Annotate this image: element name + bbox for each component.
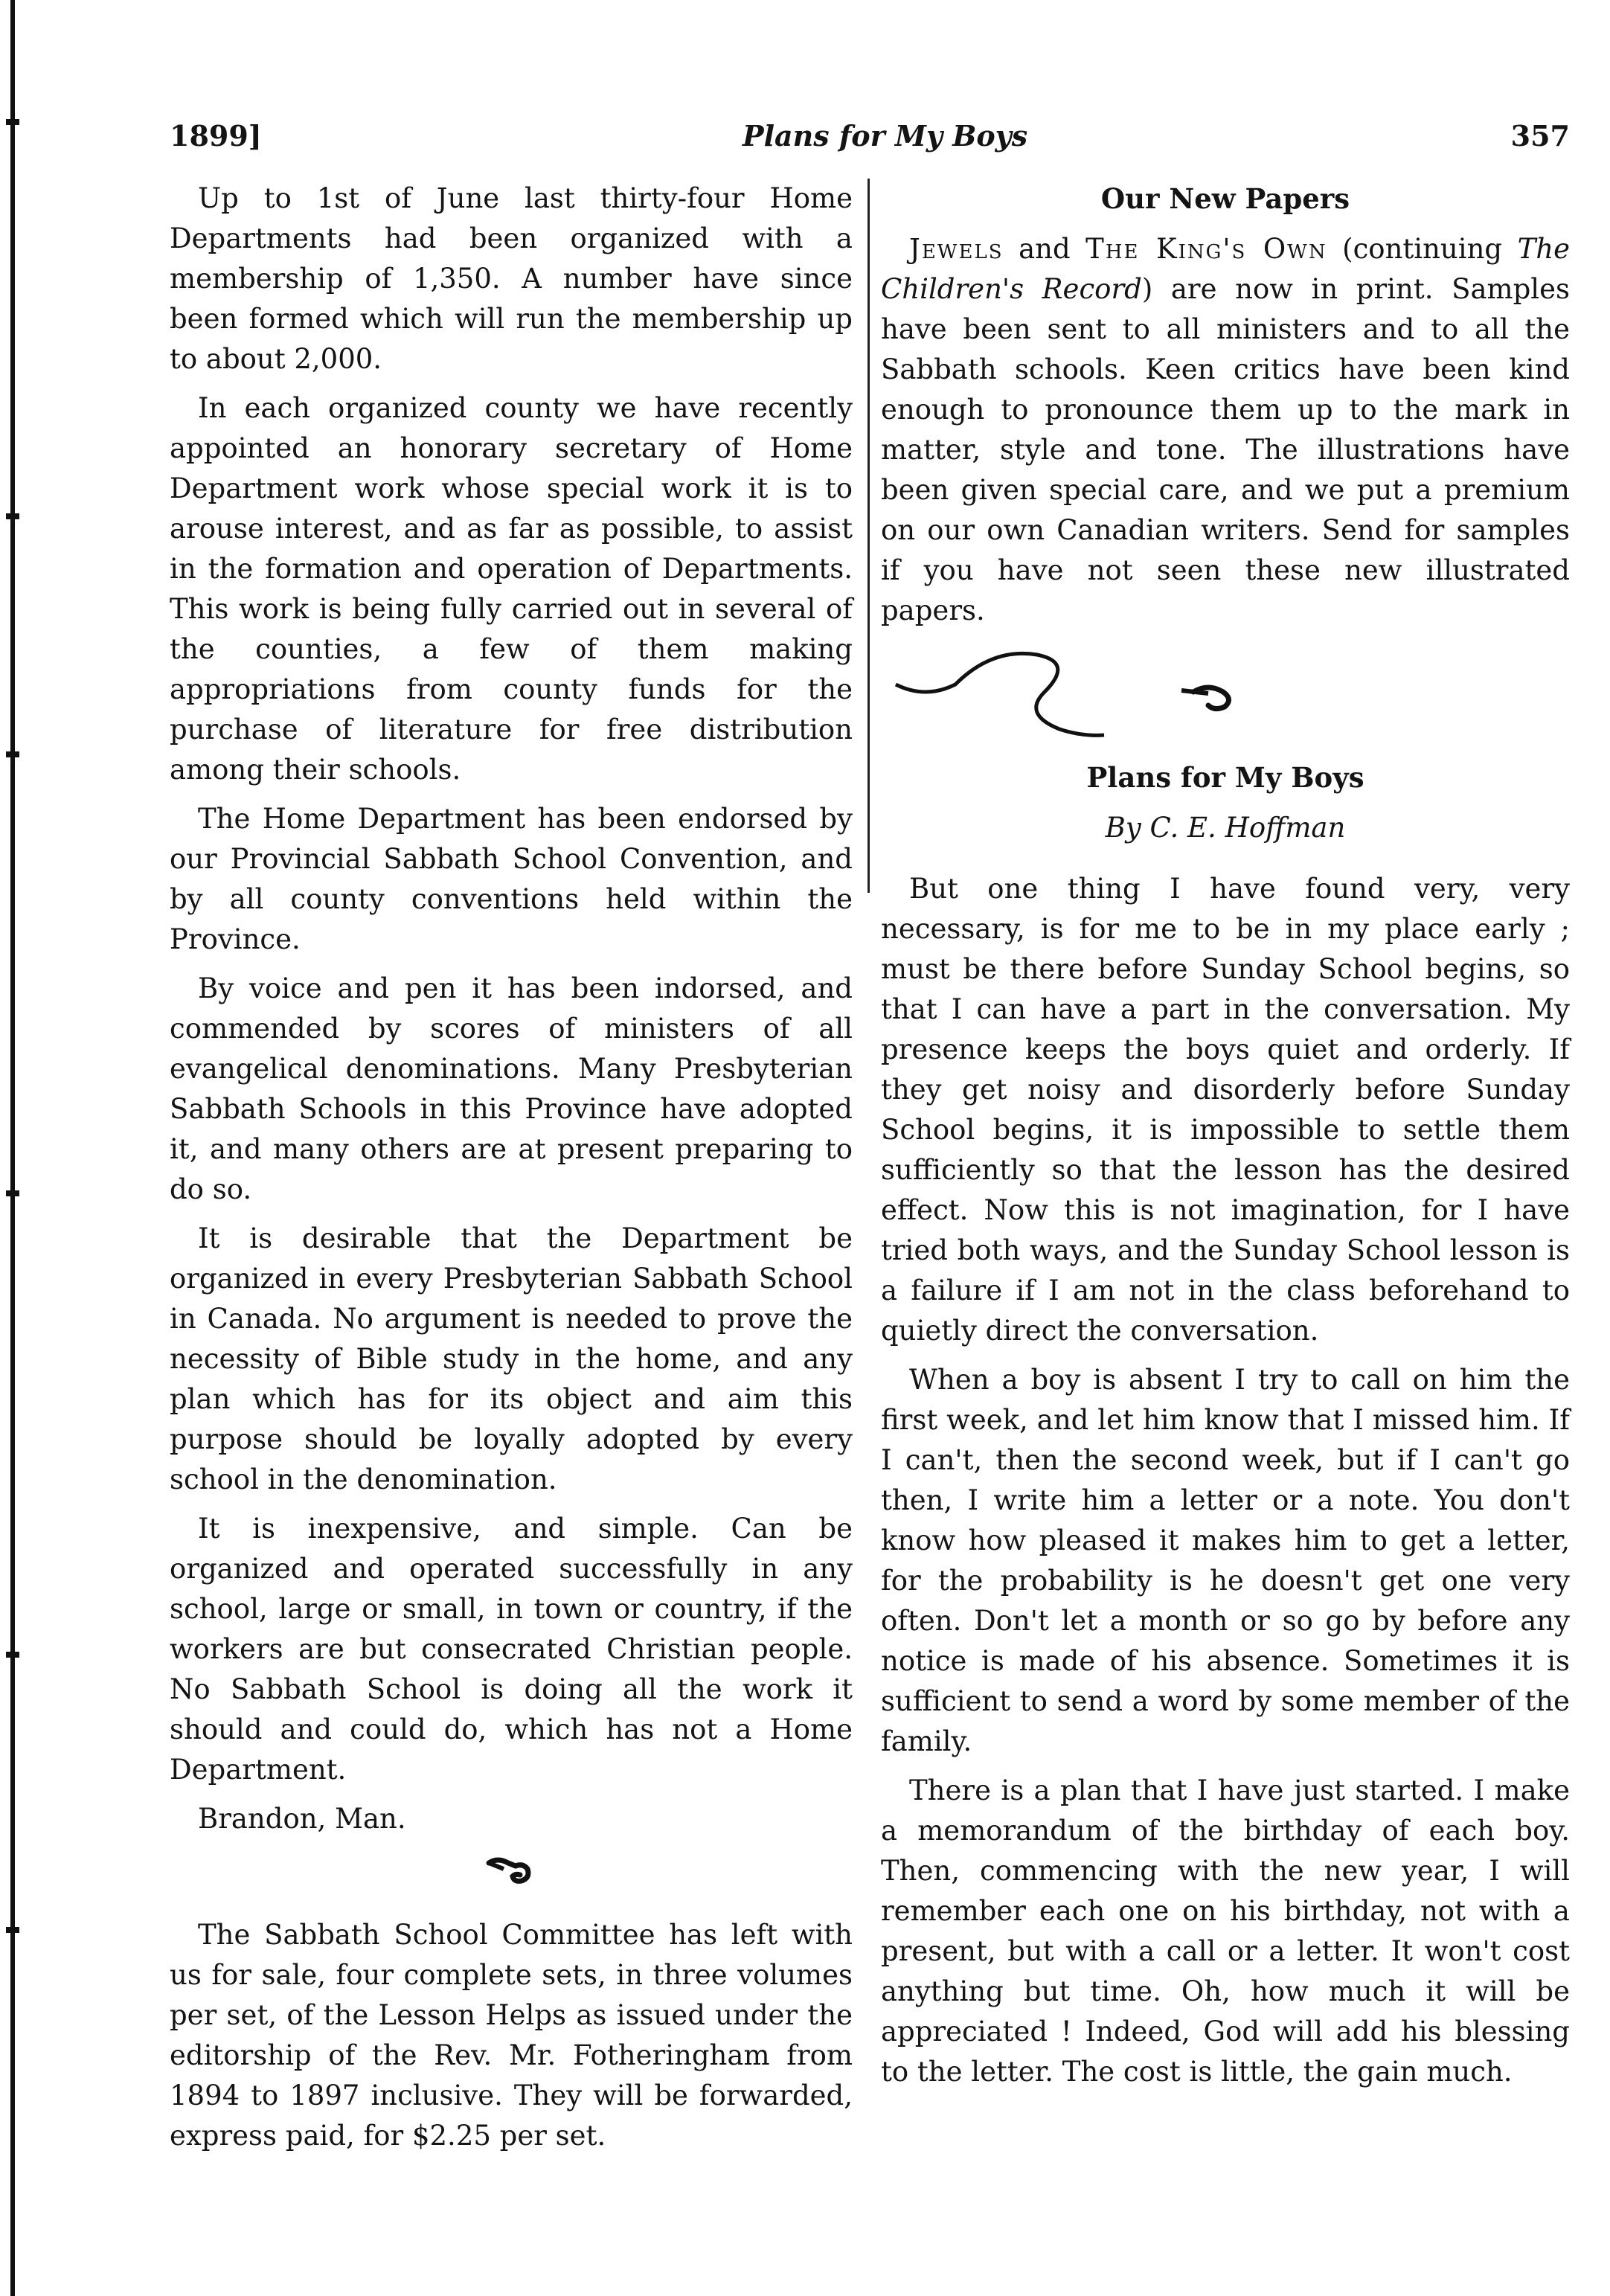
papers-text-body: ) are now in print. Samples have been sent to all ministers and to all the Sabbath schools. Keen critics have been kind enough to pronounce them up to the mark in matter, style and tone. The illustrations have been given special care, and we put a premium on our own Canadian writers. Send for samples if you have not seen these new illustrated papers. (881, 273, 1570, 626)
article-title: Plans for My Boys (1086, 761, 1364, 794)
papers-text-continuing: (continuing (1327, 233, 1518, 265)
papers-paragraph (881, 229, 1570, 631)
header-title: Plans for My Boys (743, 119, 1028, 153)
lesson-helps-notice: The Sabbath School Committee has left with us for sale, four complete sets, in three volumes per set, of the Lesson Helps as issued under the editorship of the Rev. Mr. Fotheringham from 1894 to 1897 inclusive. They will be forwarded, express paid, for $2.25 per set. (170, 1919, 853, 2152)
papers-heading: Our New Papers (1100, 182, 1350, 215)
hand-ornament-icon (170, 1847, 853, 1899)
running-head (170, 119, 1570, 164)
right-paragraph-2: When a boy is absent I try to call on him the first week, and let him know that I missed him. If I can't, then the second week, but if I can't go then, I write him a letter or a note. You don't know how pleased it makes him to get a letter, for the probability is he doesn't get one very often. Don't let a month or so go by before any notice is made of his absence. Sometimes it is sufficient to send a word by some member of the family. (881, 1364, 1570, 1757)
header-page-number: 357 (1510, 119, 1570, 153)
left-paragraph-5: It is desirable that the Department be organized in every Presbyterian Sabbath School in Canada. No argument is needed to prove the necessity of Bible study in the home, and any plan which has for its object and aim this purpose should be loyally adopted by every school in the denomination. (170, 1222, 853, 1495)
paper-name-kings-own: The King's Own (1085, 233, 1327, 265)
left-paragraph-6: It is inexpensive, and simple. Can be organized and operated successfully in any school, large or small, in town or country, if the workers are but consecrated Christian people. No Sabbath School is doing all the work it should and could do, which has not a Home Department. (170, 1513, 853, 1786)
papers-text-and: and (1003, 233, 1086, 265)
column-divider (867, 179, 870, 893)
left-paragraph-4: By voice and pen it has been indorsed, and commended by scores of ministers of all evangelical denominations. Many Presbyterian Sabbath Schools in this Province have adopted it, and many others are at present preparing to do so. (170, 972, 853, 1205)
right-column (881, 179, 1570, 2101)
left-paragraph-1: Up to 1st of June last thirty-four Home Departments had been organized with a membership of 1,350. A number have since been formed which will run the membership up to about 2,000. (170, 182, 853, 375)
right-paragraph-3: There is a plan that I have just started. I make a memorandum of the birthday of each boy. Then, commencing with the new year, I will remember each one on his birthday, not with a present, but with a call or a letter. It won't cost anything but time. Oh, how much it will be appreciated ! Indeed, God will add his blessing to the letter. The cost is little, the gain much. (881, 1774, 1570, 2088)
left-paragraph-2: In each organized county we have recently appointed an honorary secretary of Home Department work whose special work it is to arouse interest, and as far as possible, to assist in the formation and operation of Departments. This work is being fully carried out in several of the counties, a few of them making appropriations from county funds for the purchase of literature for free distribution among their schools. (170, 392, 853, 786)
header-year: 1899] (170, 119, 262, 153)
article-byline: By C. E. Hoffman (1105, 812, 1346, 844)
left-column (170, 179, 853, 2165)
right-paragraph-1: But one thing I have found very, very necessary, is for me to be in my place early ; must be there before Sunday School begins, so that I can have a part in the conversation. My presence keeps the boys quiet and orderly. If they get noisy and disorderly before Sunday School begins, it is impossible to settle them sufficiently so that the lesson has the desired effect. Now this is not imagination, for I have tried both ways, and the Sunday School lesson is a failure if I am not in the class beforehand to quietly direct the conversation. (881, 873, 1570, 1347)
signature-place: Brandon, Man. (198, 1803, 406, 1835)
swash-ornament-icon (881, 640, 1570, 751)
binding-edge (0, 0, 30, 2296)
paper-name-childrens-record: The Children's Record (881, 233, 1570, 305)
left-paragraph-3: The Home Department has been endorsed by our Provincial Sabbath School Convention, and by all county conventions held within the Province. (170, 803, 853, 955)
paper-name-jewels: Jewels (909, 233, 1004, 265)
